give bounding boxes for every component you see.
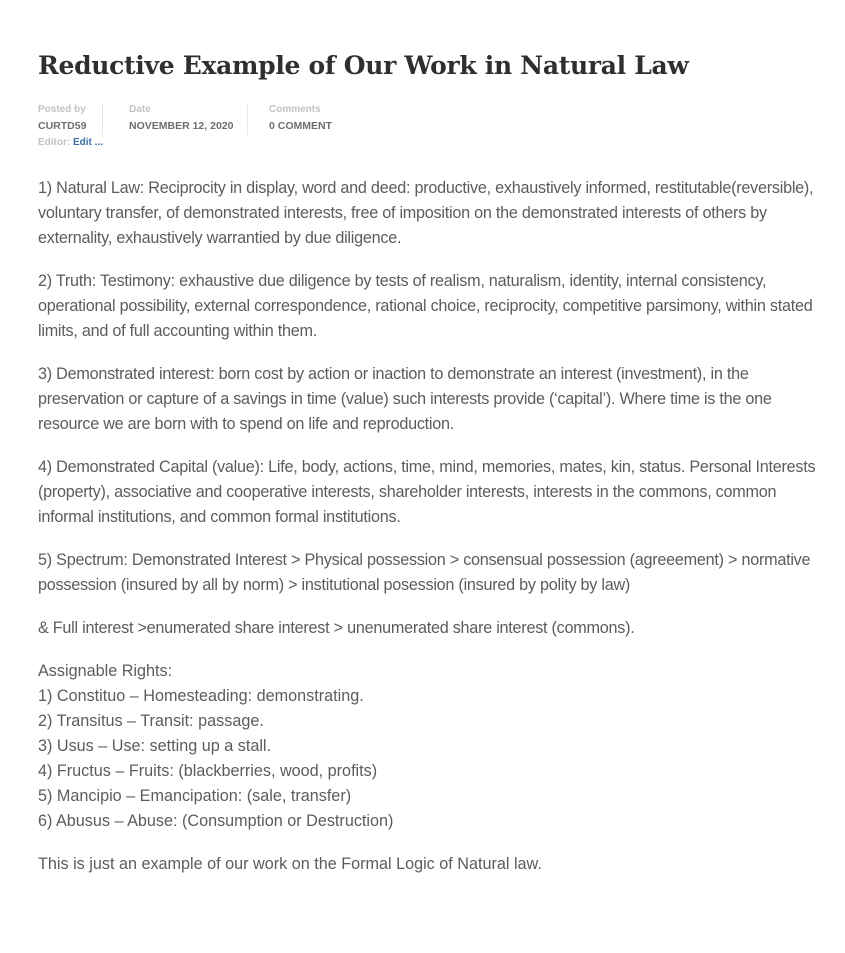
posted-by-label: Posted by: [38, 104, 86, 115]
assignable-rights: [38, 659, 828, 834]
post-title: Reductive Example of Our Work in Natural Law: [38, 51, 689, 80]
post-meta: [38, 103, 378, 135]
meta-date: [129, 103, 248, 135]
paragraph-demonstrated-capital: 4) Demonstrated Capital (value): Life, body, actions, time, mind, memories, mates, kin, status. Personal Interests (property), associative and cooperative interests, shareholder interests, interests in the commons, common informal institutions, and common formal institutions.: [38, 458, 816, 526]
edit-link[interactable]: Edit ...: [73, 137, 103, 148]
comments-label: Comments: [269, 104, 321, 115]
paragraph-spectrum: 5) Spectrum: Demonstrated Interest > Physical possession > consensual possession (agreeement) > normative possession (insured by all by norm) > institutional posession (insured by polity by law): [38, 551, 811, 594]
posted-by-author[interactable]: CURTD59: [38, 120, 87, 132]
rights-item: 1) Constituo – Homesteading: demonstrating.: [38, 687, 364, 705]
paragraph-natural-law: 1) Natural Law: Reciprocity in display, word and deed: productive, exhaustively informed, restitutable(reversible), voluntary transfer, of demonstrated interests, free of imposition on the demonstrated interests of others by externality, exhaustively warrantied by due diligence.: [38, 179, 814, 247]
meta-posted-by: [38, 103, 103, 135]
paragraph-demonstrated-interest: 3) Demonstrated interest: born cost by action or inaction to demonstrate an interest (investment), in the preservation or capture of a savings in time (value) such interests provide (‘capital’). Where time is the one resource we are born with to spend on life and reproduction.: [38, 365, 772, 433]
date-label: Date: [129, 104, 151, 115]
post-content: [38, 176, 828, 895]
meta-comments: [269, 103, 358, 135]
paragraph-truth: 2) Truth: Testimony: exhaustive due diligence by tests of realism, naturalism, identity, internal consistency, operational possibility, external correspondence, rational choice, reciprocity, competitive parsimony, within stated limits, and of full accounting within them.: [38, 272, 813, 340]
rights-item: 2) Transitus – Transit: passage.: [38, 712, 264, 730]
rights-item: 4) Fructus – Fruits: (blackberries, wood, profits): [38, 762, 378, 780]
rights-item: 3) Usus – Use: setting up a stall.: [38, 737, 272, 755]
rights-item: 5) Mancipio – Emancipation: (sale, transfer): [38, 787, 352, 805]
editor-label: Editor:: [38, 137, 71, 148]
editor-line: [38, 137, 103, 148]
date-value: NOVEMBER 12, 2020: [129, 120, 234, 132]
comments-count[interactable]: 0 COMMENT: [269, 120, 332, 132]
paragraph-full-interest: & Full interest >enumerated share interest > unenumerated share interest (commons).: [38, 619, 635, 637]
rights-heading: Assignable Rights:: [38, 662, 173, 680]
rights-item: 6) Abusus – Abuse: (Consumption or Destruction): [38, 812, 394, 830]
closing-paragraph: This is just an example of our work on the Formal Logic of Natural law.: [38, 855, 542, 873]
